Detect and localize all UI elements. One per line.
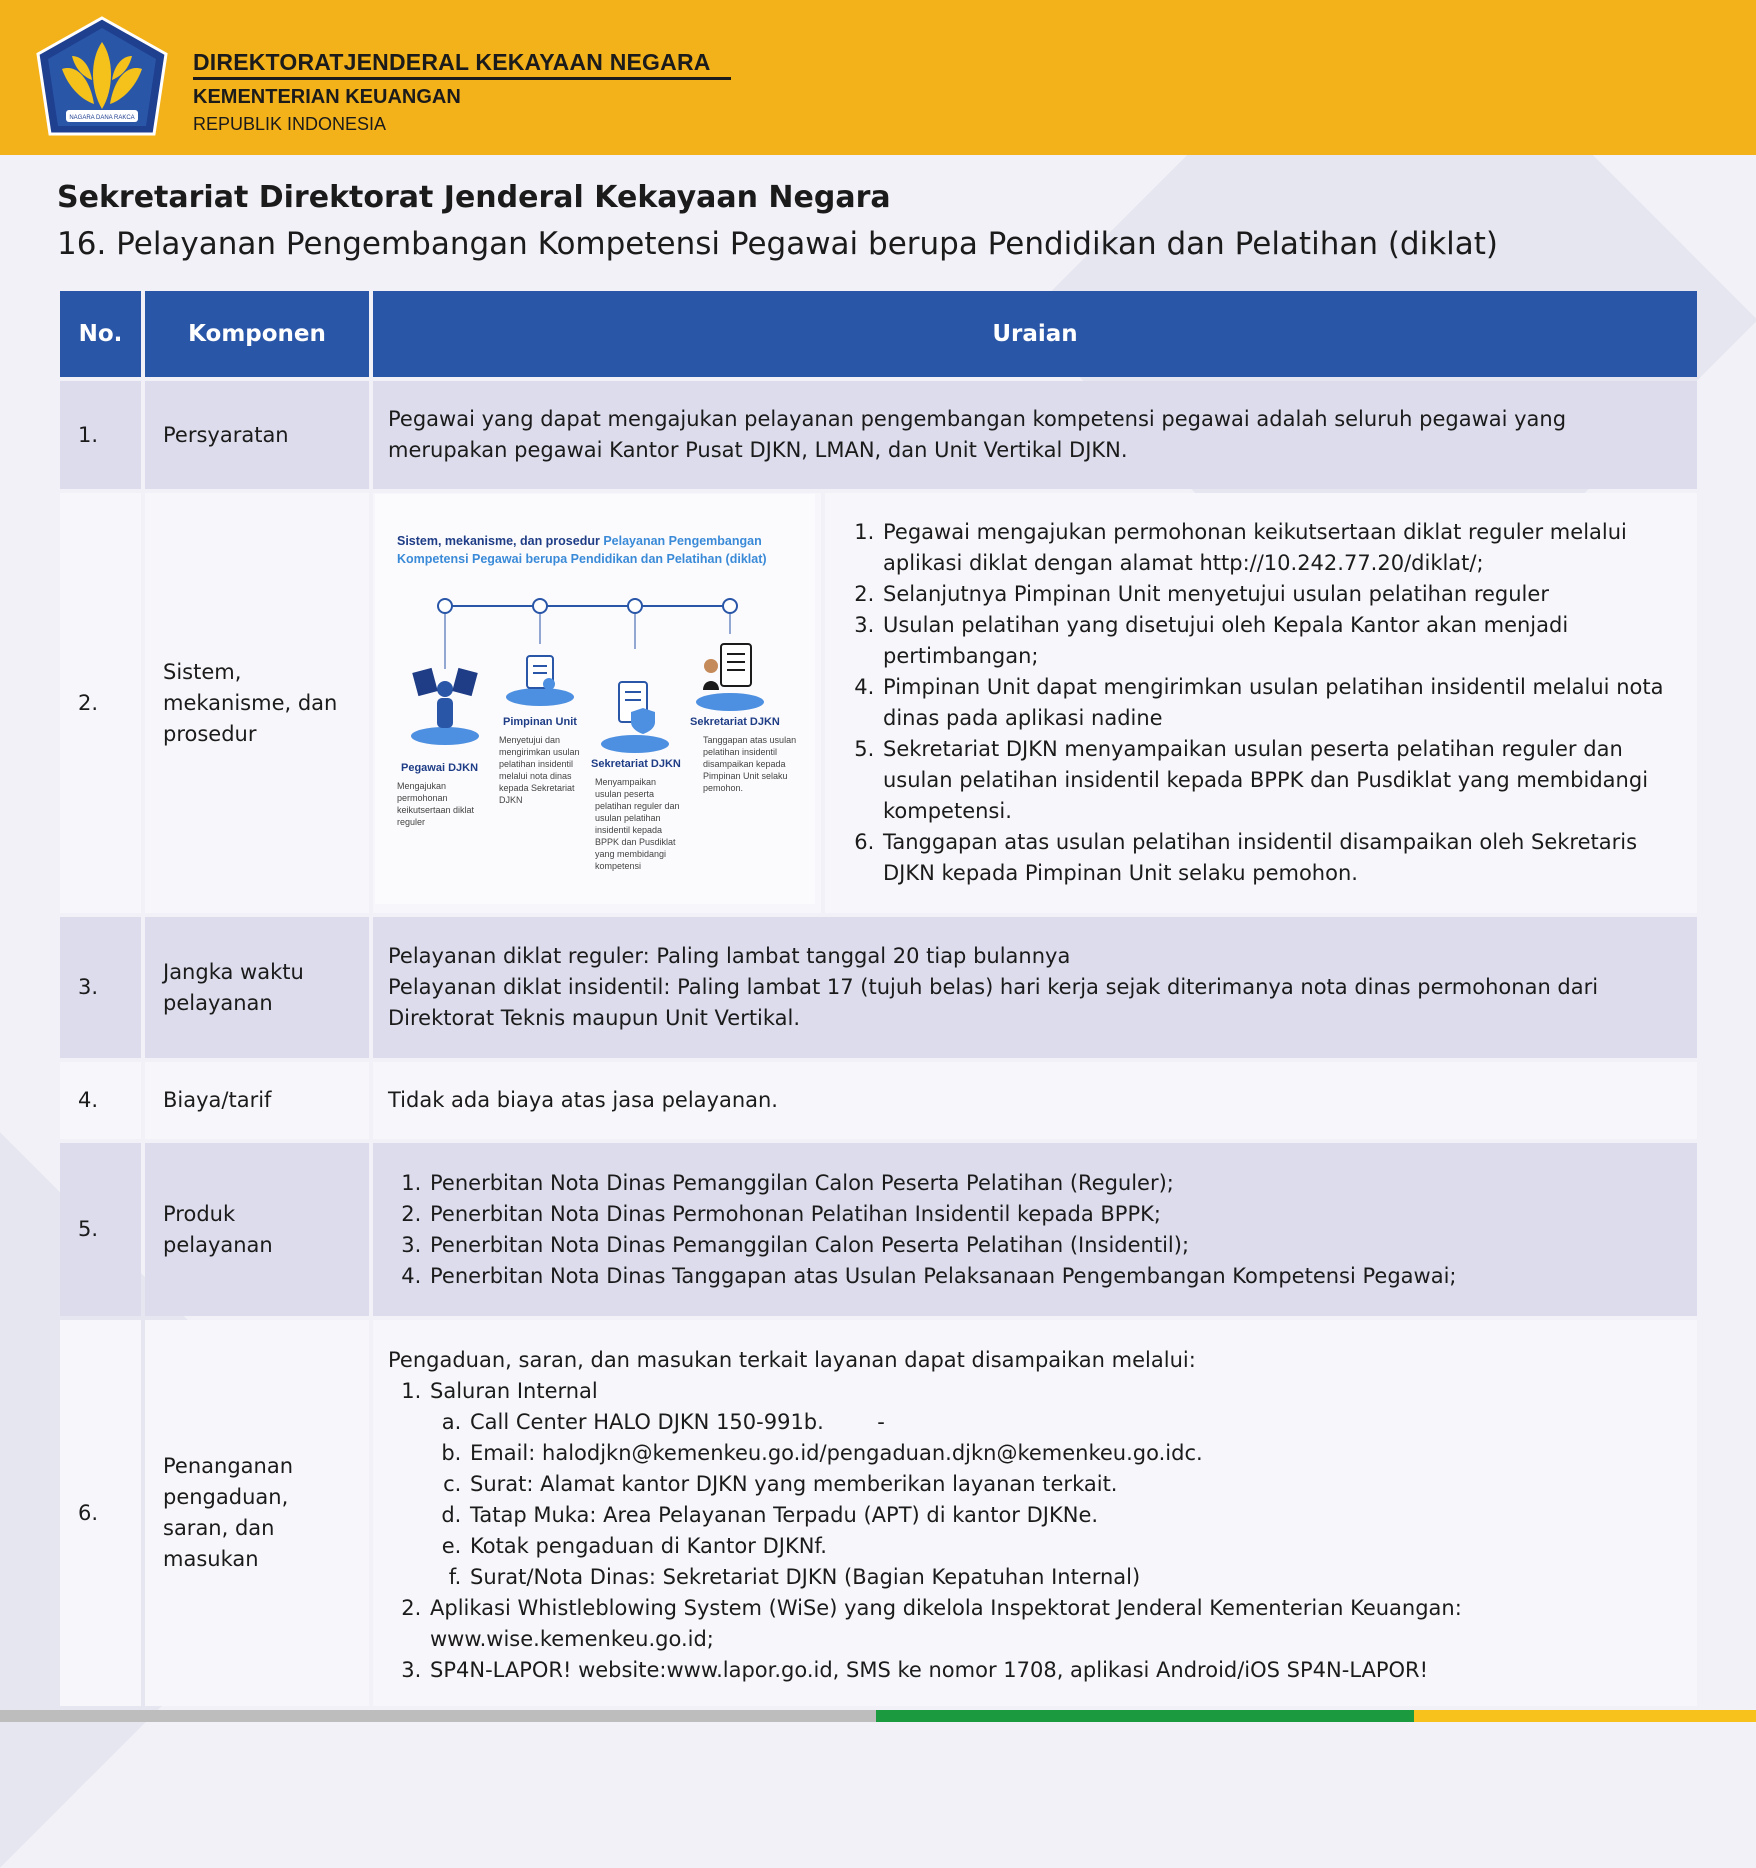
stage-marker	[438, 599, 452, 613]
shield-document-icon	[619, 682, 655, 734]
row3-line2: Pelayanan diklat insidentil: Paling lambat 17 (tujuh belas) hari kerja sejak diterimanya nota dinas permohonan dari Direktorat Teknis maupun Unit Vertikal.	[388, 975, 1599, 1030]
internal-subitems	[430, 1407, 1677, 1593]
stage-desc-2: Menyetujui dan mengirimkan usulan pelatihan insidentil melalui nota dinas kepada Sekretariat DJKN	[499, 735, 580, 805]
document-icon	[527, 656, 555, 690]
row1-component: Persyaratan	[145, 381, 369, 489]
stage-pedestal	[696, 693, 764, 711]
product-item: 1. Penerbitan Nota Dinas Pemanggilan Calon Peserta Pelatihan (Reguler);	[428, 1168, 1457, 1199]
stage-pedestal	[506, 688, 574, 706]
org-name: DIREKTORATJENDERAL KEKAYAAN NEGARA	[193, 49, 711, 75]
channel-item: 2. Aplikasi Whistleblowing System (WiSe) yang dikelola Inspektorat Jenderal Kementerian Keuangan: www.wise.kemenkeu.go.id;	[428, 1593, 1677, 1655]
row4-description	[373, 1062, 1697, 1139]
person-icon	[412, 668, 478, 728]
row6-no: 6.	[60, 1320, 141, 1706]
row2-component: Sistem, mekanisme, dan prosedur	[145, 493, 369, 913]
kemenkeu-logo-icon	[32, 14, 172, 144]
footer-stripe-gray	[0, 1710, 876, 1722]
stage-marker	[628, 599, 642, 613]
unit-title: Sekretariat Direktorat Jenderal Kekayaan Negara	[57, 180, 891, 215]
step-item: 5. Sekretariat DJKN menyampaikan usulan peserta pelatihan reguler dan usulan pelatihan insidentil kepada BPPK dan Pusdiklat yang membidangi kompetensi.	[881, 734, 1679, 827]
channel-item: 3. SP4N-LAPOR! website:www.lapor.go.id, SMS ke nomor 1708, aplikasi Android/iOS SP4N-LAPOR!	[428, 1655, 1677, 1686]
product-list	[388, 1168, 1457, 1292]
step-item: 4. Pimpinan Unit dapat mengirimkan usulan pelatihan insidentil melalui nota dinas pada aplikasi nadine	[881, 672, 1679, 734]
channel-internal: Saluran Internal	[430, 1379, 598, 1403]
row3-line1: Pelayanan diklat reguler: Paling lambat tanggal 20 tiap bulannya	[388, 944, 1071, 968]
row4-component: Biaya/tarif	[145, 1062, 369, 1139]
row5-component: Produk pelayanan	[145, 1143, 369, 1316]
stage-pedestal	[601, 735, 669, 753]
row2-no: 2.	[60, 493, 141, 913]
internal-subitem: c. Surat: Alamat kantor DJKN yang memberikan layanan terkait.	[468, 1469, 1677, 1500]
row3-description	[373, 917, 1697, 1058]
complaint-channels	[388, 1376, 1677, 1686]
step-item: 2. Selanjutnya Pimpinan Unit menyetujui usulan pelatihan reguler	[881, 579, 1679, 610]
row1-description	[373, 381, 1697, 489]
stage-desc-3: Menyampaikan usulan peserta pelatihan reguler dan usulan pelatihan insidentil kepada BPPK dan Pusdiklat yang membidangi kompetensi	[595, 777, 680, 871]
stage-name-3: Sekretariat DJKN	[591, 758, 681, 770]
footer-stripe-green	[876, 1710, 1414, 1722]
header-description: Uraian	[373, 291, 1697, 377]
product-item: 3. Penerbitan Nota Dinas Pemanggilan Calon Peserta Pelatihan (Insidentil);	[428, 1230, 1457, 1261]
internal-subitem: d. Tatap Muka: Area Pelayanan Terpadu (APT) di kantor DJKNe.	[468, 1500, 1677, 1531]
diagram-title-highlight: Pelayanan Pengembangan	[603, 534, 762, 548]
logo-ribbon-text: NAGARA DANA RAKCA	[69, 115, 135, 121]
internal-subitem: e. Kotak pengaduan di Kantor DJKNf.	[468, 1531, 1677, 1562]
procedure-steps	[845, 517, 1679, 889]
complaint-intro: Pengaduan, saran, dan masukan terkait layanan dapat disampaikan melalui:	[388, 1348, 1196, 1372]
row4-no: 4.	[60, 1062, 141, 1139]
country-name: REPUBLIK INDONESIA	[193, 114, 387, 134]
internal-subitem: b. Email: halodjkn@kemenkeu.go.id/pengaduan.djkn@kemenkeu.go.idc.	[468, 1438, 1677, 1469]
internal-subitem: a. Call Center HALO DJKN 150-991b. -	[468, 1407, 1677, 1438]
header-no: No.	[60, 291, 141, 377]
step-item: 3. Usulan pelatihan yang disetujui oleh Kepala Kantor akan menjadi pertimbangan;	[881, 610, 1679, 672]
row6-component: Penanganan pengaduan, saran, dan masukan	[145, 1320, 369, 1706]
footer-stripe-yellow	[1414, 1710, 1756, 1722]
row1-no: 1.	[60, 381, 141, 489]
stage-desc-1: Mengajukan permohonan keikutsertaan diklat reguler	[397, 781, 475, 827]
row2-steps-cell	[825, 493, 1697, 913]
ministry-name: KEMENTERIAN KEUANGAN	[193, 86, 461, 108]
row3-component: Jangka waktu pelayanan	[145, 917, 369, 1058]
product-item: 4. Penerbitan Nota Dinas Tanggapan atas Usulan Pelaksanaan Pengembangan Kompetensi Pegawai;	[428, 1261, 1457, 1292]
procedure-diagram	[375, 494, 815, 904]
step-item: 6. Tanggapan atas usulan pelatihan insidentil disampaikan oleh Sekretaris DJKN kepada Pimpinan Unit selaku pemohon.	[881, 827, 1679, 889]
row1-text: Pegawai yang dapat mengajukan pelayanan pengembangan kompetensi pegawai adalah seluruh pegawai yang merupakan pegawai Kantor Pusat DJKN, LMAN, dan Unit Vertikal DJKN.	[388, 407, 1567, 462]
stage-name-2: Pimpinan Unit	[503, 716, 577, 728]
stage-name-1: Pegawai DJKN	[401, 762, 479, 774]
internal-subitem: f. Surat/Nota Dinas: Sekretariat DJKN (Bagian Kepatuhan Internal)	[468, 1562, 1677, 1593]
product-item: 2. Penerbitan Nota Dinas Permohonan Pelatihan Insidentil kepada BPPK;	[428, 1199, 1457, 1230]
diagram-title-line2: Kompetensi Pegawai berupa Pendidikan dan Pelatihan (diklat)	[397, 552, 767, 566]
header-component: Komponen	[145, 291, 369, 377]
channel-item	[428, 1376, 1677, 1593]
stage-pedestal	[411, 727, 479, 745]
stage-name-4: Sekretariat DJKN	[690, 716, 780, 728]
step-item: 1. Pegawai mengajukan permohonan keikutsertaan diklat reguler melalui aplikasi diklat dengan alamat http://10.242.77.20/diklat/;	[881, 517, 1679, 579]
service-title: 16. Pelayanan Pengembangan Kompetensi Pegawai berupa Pendidikan dan Pelatihan (diklat)	[57, 226, 1499, 262]
stage-marker	[533, 599, 547, 613]
row5-no: 5.	[60, 1143, 141, 1316]
diagram-title-plain: Sistem, mekanisme, dan prosedur	[397, 534, 604, 548]
row3-no: 3.	[60, 917, 141, 1058]
row5-description	[373, 1143, 1697, 1316]
row6-description	[373, 1320, 1697, 1706]
row4-text: Tidak ada biaya atas jasa pelayanan.	[388, 1088, 778, 1112]
presenter-icon	[703, 644, 751, 690]
stage-marker	[723, 599, 737, 613]
org-underline	[193, 77, 731, 80]
stage-desc-4: Tanggapan atas usulan pelatihan insidentil disampaikan kepada Pimpinan Unit selaku pemohon.	[703, 735, 797, 793]
